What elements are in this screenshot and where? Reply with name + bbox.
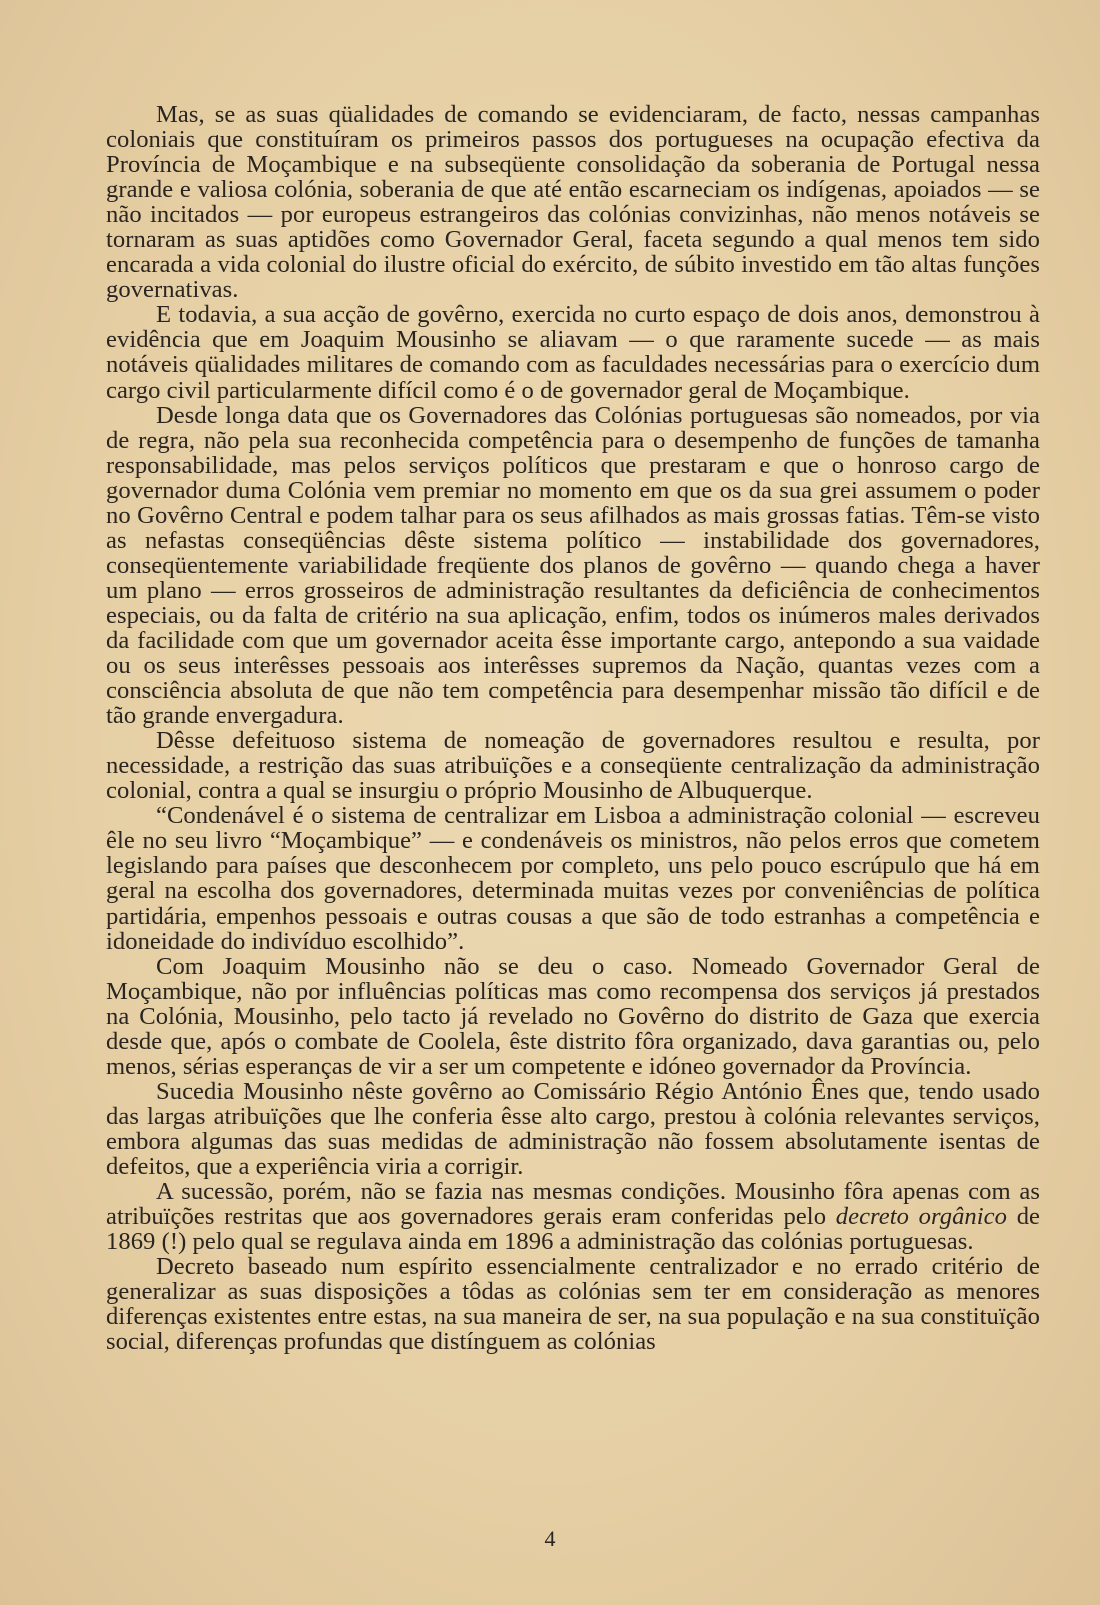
paragraph-4: Dêsse defeituoso sistema de nomeação de governadores resultou e resulta, por necessidade, a restrição das suas atribuïções e a conseqüente centralização da administração colonial, contra a qual se insurgiu o próprio Mousinho de Albuquerque. — [106, 727, 1040, 805]
paragraph-8-italic-term: decreto orgânico — [835, 1203, 1007, 1231]
paragraph-3: Desde longa data que os Governadores das Colónias portuguesas são nomeados, por via de regra, não pela sua reconhecida competência para o desempenho de funções de tamanha responsabilidade, mas pelos serviços políticos que prestaram e que o honroso cargo de governador duma Colónia vem premiar no momento em que os da sua grei assumem o poder no Govêrno Central e podem talhar para os seus afilhados as mais grossas fatias. Têm-se visto as nefastas conseqüências dêste sistema político — instabilidade dos governadores, conseqüentemente variabilidade freqüente dos planos de govêrno — quando chega a haver um plano — erros grosseiros de administração resultantes da deficiência de conhecimentos especiais, ou da falta de critério na sua aplicação, enfim, todos os inúmeros males derivados da facilidade com que um governador aceita êsse importante cargo, antepondo a sua vaidade ou os seus interêsses pessoais aos interêsses supremos da Nação, quantas vezes com a consciência absoluta de que não tem competência para desempenhar missão tão difícil e de tão grande envergadura. — [106, 401, 1040, 730]
body-text — [106, 102, 1040, 1354]
paragraph-2: E todavia, a sua acção de govêrno, exercida no curto espaço de dois anos, demonstrou à evidência que em Joaquim Mousinho se aliavam — o que raramente sucede — as mais notáveis qüalidades militares de comando com as faculdades necessárias para o exercício dum cargo civil particularmente difícil como é o de governador geral de Moçambique. — [106, 301, 1040, 404]
page-number: 4 — [544, 1526, 556, 1551]
paragraph-5: “Condenável é o sistema de centralizar em Lisboa a administração colonial — escreveu êle no seu livro “Moçambique” — e condenáveis os ministros, não pelos erros que cometem legislando para países que desconhecem por completo, uns pelo pouco escrúpulo que há em geral na escolha dos governadores, determinada muitas vezes por conveniências de política partidária, empenhos pessoais e outras cousas a que são de todo estranhas a competência e idoneidade do indivíduo escolhido”. — [106, 802, 1040, 955]
paragraph-6: Com Joaquim Mousinho não se deu o caso. Nomeado Governador Geral de Moçambique, não por influências políticas mas como recompensa dos serviços já prestados na Colónia, Mousinho, pelo tacto já revelado no Govêrno do distrito de Gaza que exercia desde que, após o combate de Coolela, êste distrito fôra organizado, dava garantias ou, pelo menos, sérias esperanças de vir a ser um competente e idóneo governador da Província. — [106, 952, 1040, 1080]
paragraph-9: Decreto baseado num espírito essencialmente centralizador e no errado critério de generalizar as suas disposições a tôdas as colónias sem ter em consideração as menores diferenças existentes entre estas, na sua maneira de ser, na sua população e na sua constituïção social, diferenças profundas que distínguem as colónias — [106, 1253, 1040, 1356]
paragraph-7: Sucedia Mousinho nêste govêrno ao Comissário Régio António Ênes que, tendo usado das largas atribuïções que lhe conferia êsse alto cargo, prestou à colónia relevantes serviços, embora algumas das suas medidas de administração não fossem absolutamente isentas de defeitos, que a experiência viria a corrigir. — [106, 1077, 1040, 1180]
paragraph-8-text-before: A sucessão, porém, não se fazia nas mesmas condições. Mousinho fôra apenas com as atribuïções restritas que aos governadores gerais eram conferidas pelo — [106, 1178, 1040, 1231]
paragraph-1: Mas, se as suas qüalidades de comando se evidenciaram, de facto, nessas campanhas coloniais que constituíram os primeiros passos dos portugueses na ocupação efectiva da Província de Moçambique e na subseqüente consolidação da soberania de Portugal nessa grande e valiosa colónia, soberania de que até então escarneciam os indígenas, apoiados — se não incitados — por europeus estrangeiros das colónias convizinhas, não menos notáveis se tornaram as suas aptidões como Governador Geral, faceta segundo a qual menos tem sido encarada a vida colonial do ilustre oficial do exército, de súbito investido em tão altas funções governativas. — [106, 101, 1040, 304]
paragraph-8 — [106, 1179, 1040, 1254]
paragraph-8-text-after: de 1869 (!) pelo qual se regulava ainda em 1896 a administração das colónias portuguesas. — [106, 1203, 1041, 1256]
